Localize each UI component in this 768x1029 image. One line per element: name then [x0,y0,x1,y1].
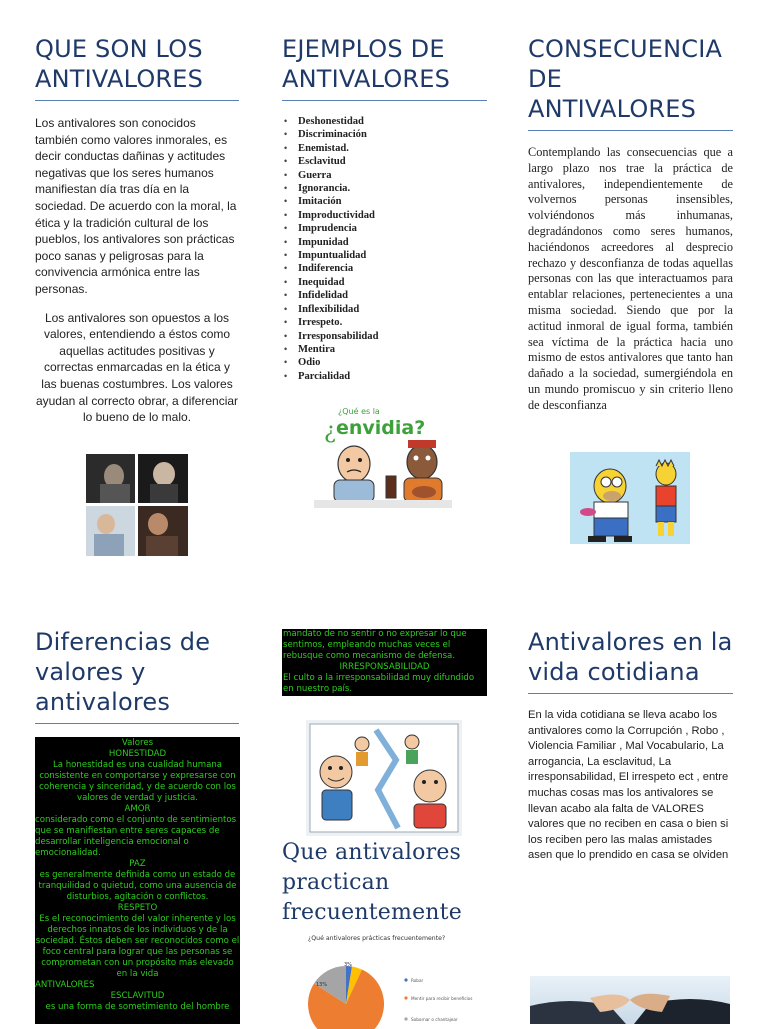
heading-ejemplos: EJEMPLOS DE ANTIVALORES [282,34,487,94]
heading-practican: Que antivalores practican frecuentemente [282,838,487,928]
legend-item: Robar [411,978,424,983]
list-item: • Mentira [282,343,487,356]
list-item: • Odio [282,356,487,369]
list-item: • Discriminación [282,128,487,141]
photo-collage-image [86,454,188,556]
amor-text: considerado como el conjunto de sentimientos que se manifiestan entre seres capaces de desarrollar inteligencia emocional o emocionalidad. [35,815,240,859]
section-que-son [35,34,239,426]
heading-que-son: QUE SON LOS ANTIVALORES [35,34,239,94]
handshake-image [530,976,730,1024]
list-item: • Infidelidad [282,289,487,302]
heading-consecuencia: CONSECUENCIA DE ANTIVALORES [528,34,733,124]
section-ejemplos [282,34,487,383]
children-drawing-image [306,720,462,836]
paz-text: es generalmente definida como un estado de tranquilidad o quietud, como una ausencia de disturbios, agitación o conflictos. [35,870,240,903]
list-item: • Enemistad. [282,142,487,155]
list-item: • Inequidad [282,276,487,289]
list-item: • Ignorancia. [282,182,487,195]
section-vida-cotidiana [528,627,733,864]
pie-label: 3% [344,962,352,968]
section-diferencias [35,627,239,724]
paragraph-vida-cotidiana: En la vida cotidiana se lleva acabo los antivalores como la Corrupción , Robo , Violencia Familiar , Mal Vocabulario, La arrogancia, La esclavitud, La irresponsabilidad, El irrespeto ect , entre muchas cosas mas los antivalores se llevan acabo ala falta de VALORES valores que no reciben en casa o bien si los reciben pero las malas amistades asen que lo prendido en casa se olviden [528,708,733,864]
antivalores-list [282,115,487,383]
paragraph-opuestos: Los antivalores son opuestos a los valores, entendiendo a éstos como aquellas actitudes positivas y correctas enmarcadas en la ética y las buenas costumbres. Los valores ayudan al correcto obrar, a diferenciar lo bueno de lo malo. [35,310,239,426]
chart-title: ¿Qué antivalores prácticas frecuentemente? [308,934,445,942]
heading-diferencias: Diferencias de valores y antivalores [35,627,239,717]
section-consecuencia [528,34,733,414]
divider [282,100,487,101]
list-item: • Imitación [282,195,487,208]
heading-vida-cotidiana: Antivalores en la vida cotidiana [528,627,733,687]
respeto-label: RESPETO [35,903,240,914]
list-item: • Deshonestidad [282,115,487,128]
list-item: • Impuntualidad [282,249,487,262]
list-item: • Indiferencia [282,262,487,275]
list-item: • Improductividad [282,209,487,222]
list-item: • Imprudencia [282,222,487,235]
list-item: • Guerra [282,169,487,182]
divider [528,693,733,694]
paz-label: PAZ [35,859,240,870]
divider [528,130,733,131]
paragraph-definicion: Los antivalores son conocidos también como valores inmorales, es decir conductas dañinas y actitudes negativas que los seres humanos manifiestan día tras día en la sociedad. De acuerdo con la moral, la ética y la tradición cultural de los pueblos, los antivalores son prácticas poco sanas y peligrosas para la convivencia armónica entre las personas. [35,115,239,298]
envidia-small-text: ¿Qué es la [338,406,380,416]
irresponsabilidad-black-box [282,629,487,696]
list-item: • Parcialidad [282,370,487,383]
legend-item: Mentir para recibir beneficios [411,996,472,1001]
honestidad-text: La honestidad es una cualidad humana consistente en comportarse y expresarse con coherencia y sinceridad, y de acuerdo con los valores de verdad y justicia. [35,760,240,804]
legend-item: Sobornar o chantajear [411,1017,458,1022]
culto-text: El culto a la irresponsabilidad muy difundido en nuestro país. [283,673,486,695]
paragraph-consecuencia: Contemplando las consecuencias que a largo plazo nos trae la práctica de antivalores, independientemente de volvernos personas insensibles, volviéndonos más inhumanas, degradándonos como seres humanos, haciéndonos acreedores al desprecio rechazo y desconfianza de todas aquellas personas con las que interactuamos para entablar relaciones, pertenecientes a una misma sociedad. Siendo que por la actitud inmoral de igual forma, también sea víctima de la práctica hacia uno mismo de estos antivalores que tanto han dañado a la sociedad, sumergiéndola en un mundo promiscuo y sin criterio lleno de desconfianza [528,145,733,414]
honestidad-label: HONESTIDAD [35,749,240,760]
valores-black-box [35,737,240,1024]
esclavitud-label: ESCLAVITUD [35,991,240,1002]
pie-label: 13% [316,982,327,988]
list-item: • Esclavitud [282,155,487,168]
divider [35,723,239,724]
pie-chart-image [282,928,462,1024]
valores-label: Valores [35,738,240,749]
respeto-text: Es el reconocimiento del valor inherente y los derechos innatos de los individuos y de la sociedad. Éstos deben ser reconocidos como el foco central para lograr que las personas se comprometan con un propósito más elevado en la vida [35,914,240,980]
envidia-big-text: envidia? [336,417,425,439]
envidia-cartoon-image [314,400,452,508]
antivalores-label: ANTIVALORES [35,980,240,991]
amor-label: AMOR [35,804,240,815]
list-item: • Inflexibilidad [282,303,487,316]
section-practican [282,838,487,928]
svg-text:¿: ¿ [324,419,336,444]
divider [35,100,239,101]
list-item: • Irresponsabilidad [282,330,487,343]
list-item: • Impunidad [282,236,487,249]
esclavitud-text: es una forma de sometimiento del hombre [35,1002,240,1013]
cartoon-characters-image [570,452,690,544]
list-item: • Irrespeto. [282,316,487,329]
irresponsabilidad-label: IRRESPONSABILIDAD [283,662,486,673]
mandato-text: mandato de no sentir o no expresar lo que sentimos, empleando muchas veces el rebusque como mecanismo de defensa. [283,629,486,662]
